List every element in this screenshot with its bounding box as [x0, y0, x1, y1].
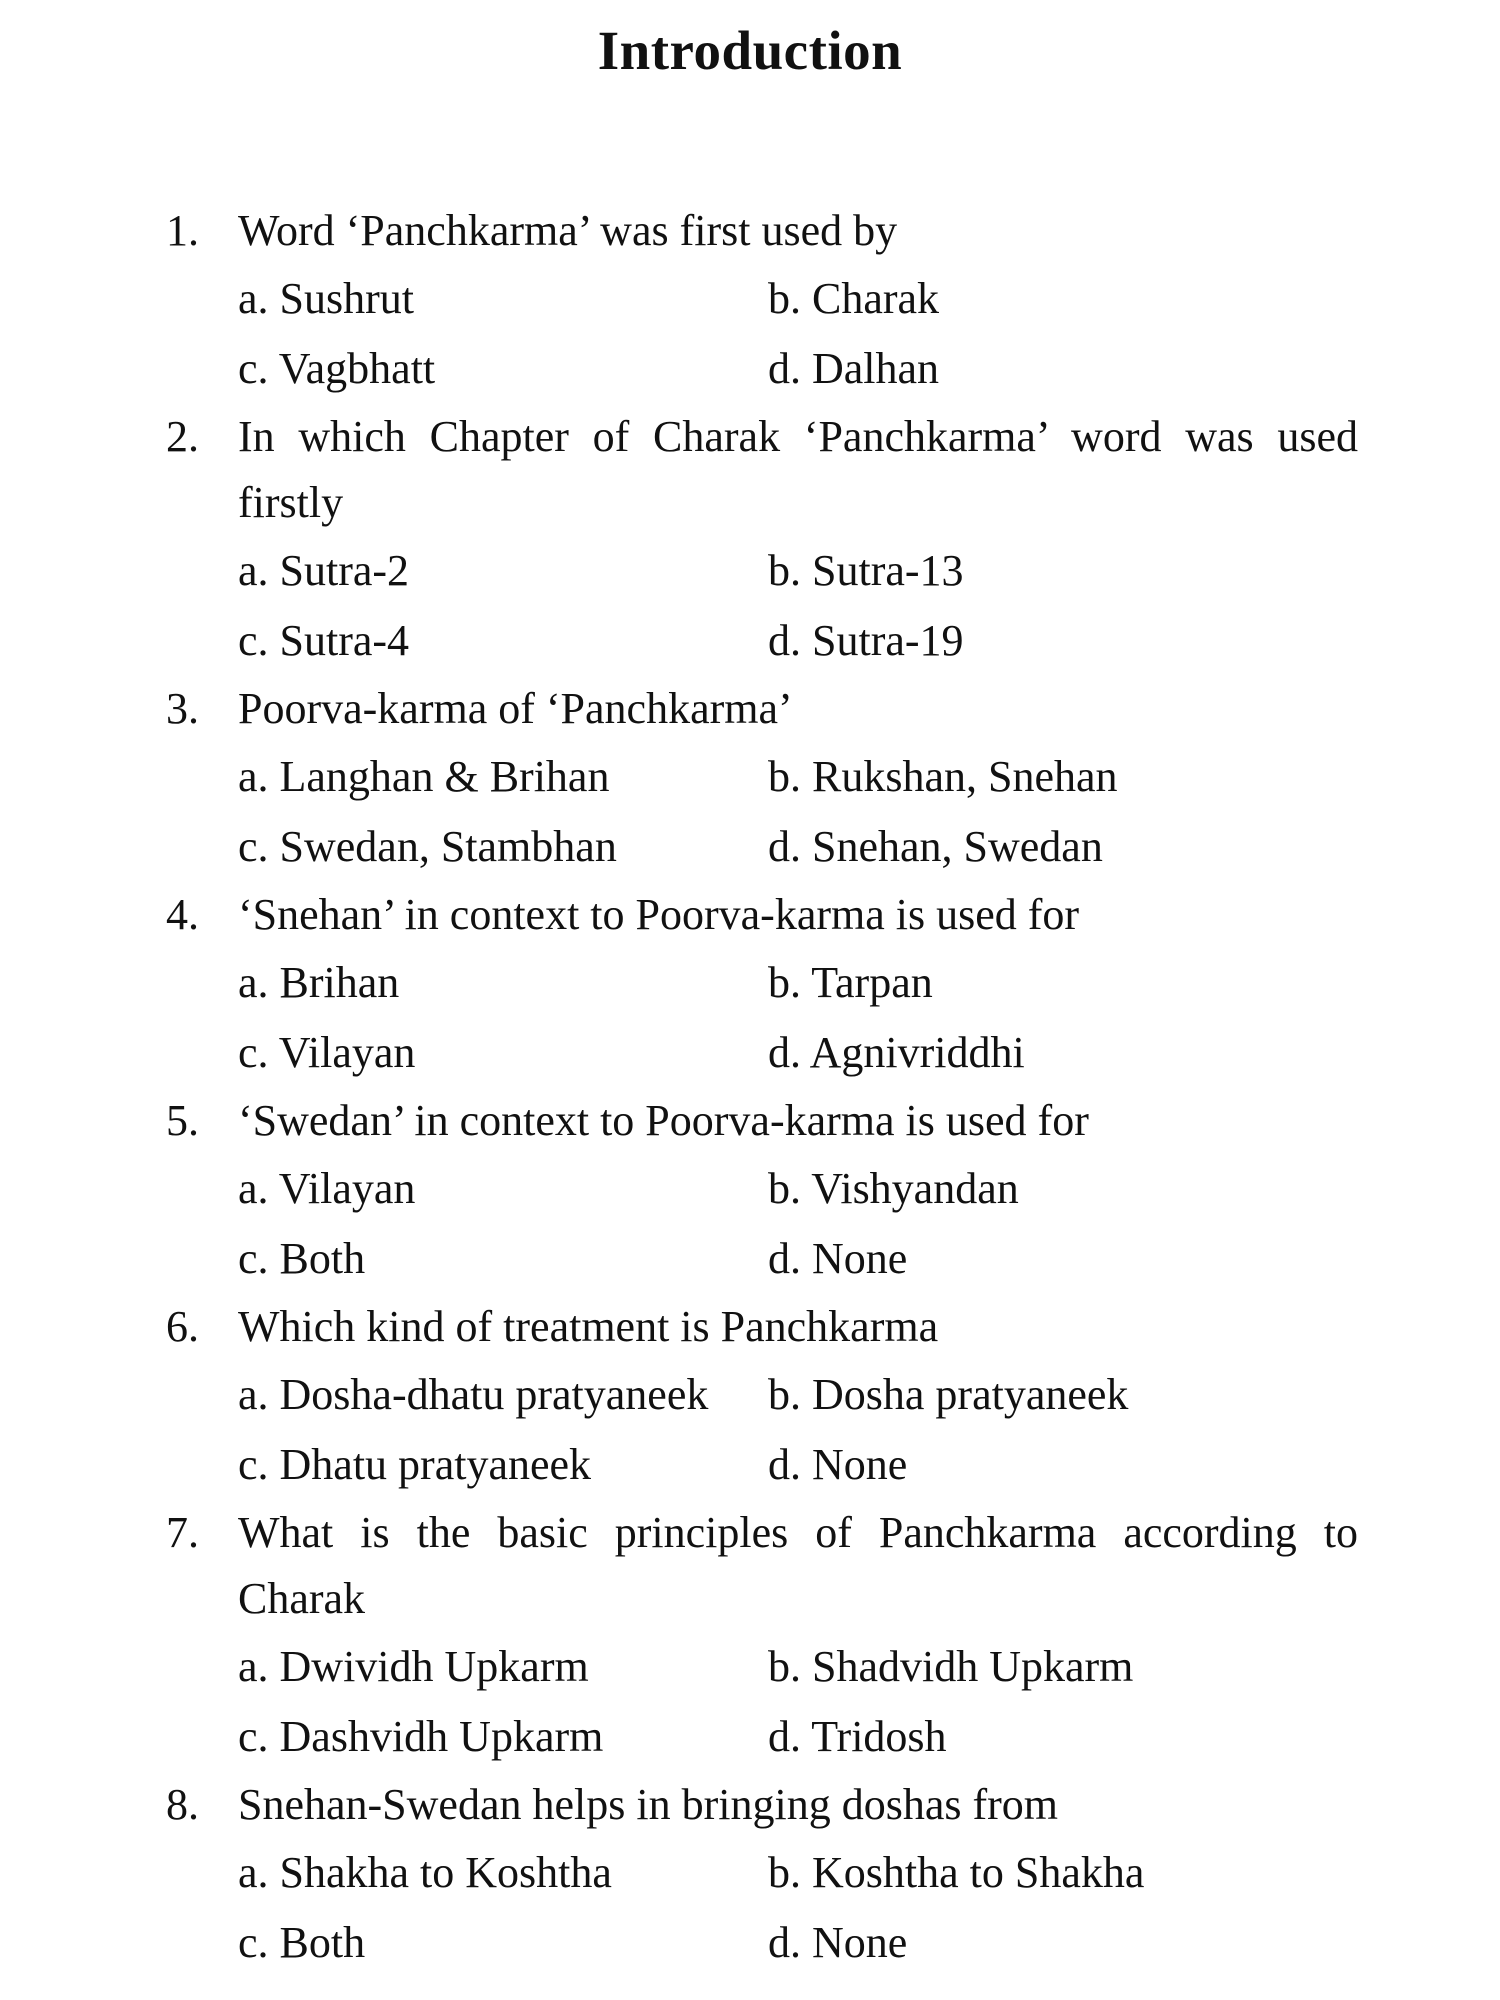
option-b: b. Vishyandan	[768, 1164, 1019, 1213]
option-d: d. Sutra-19	[768, 616, 964, 665]
option-d: d. Tridosh	[768, 1712, 947, 1761]
option-b: b. Dosha pratyaneek	[768, 1370, 1129, 1419]
option-a: a. Brihan	[238, 958, 400, 1007]
question-text: Which kind of treatment is Panchkarma	[238, 1302, 939, 1351]
option-a: a. Vilayan	[238, 1164, 416, 1213]
option-b: b. Shadvidh Upkarm	[768, 1642, 1134, 1691]
option-c: c. Swedan, Stambhan	[238, 822, 617, 871]
question-2	[0, 404, 1500, 676]
option-d: d. None	[768, 1234, 908, 1283]
option-c: c. Sutra-4	[238, 616, 410, 665]
option-c: c. Vilayan	[238, 1028, 416, 1077]
question-text: ‘Swedan’ in context to Poorva-karma is used for	[238, 1096, 1089, 1145]
question-number: 6.	[166, 1302, 199, 1351]
option-b: b. Koshtha to Shakha	[768, 1848, 1145, 1897]
question-number: 1.	[166, 206, 199, 255]
option-a: a. Sutra-2	[238, 546, 410, 595]
option-a: a. Langhan & Brihan	[238, 752, 610, 801]
question-7	[0, 1500, 1500, 1772]
option-d: d. Dalhan	[768, 344, 940, 393]
question-text: Poorva-karma of ‘Panchkarma’	[238, 684, 793, 733]
question-number: 8.	[166, 1780, 199, 1829]
option-a: a. Dwividh Upkarm	[238, 1642, 589, 1691]
option-c: c. Both	[238, 1234, 366, 1283]
option-d: d. Snehan, Swedan	[768, 822, 1103, 871]
question-text: What is the basic principles of Panchkarma according to Charak	[238, 1508, 1358, 1623]
question-number: 4.	[166, 890, 199, 939]
page-title: Introduction	[597, 20, 903, 81]
option-b: b. Tarpan	[768, 958, 933, 1007]
question-number: 7.	[166, 1508, 199, 1557]
question-text: Snehan-Swedan helps in bringing doshas from	[238, 1780, 1058, 1829]
question-text: Word ‘Panchkarma’ was first used by	[238, 206, 898, 255]
question-4	[0, 882, 1500, 1088]
question-list	[0, 198, 1500, 1978]
question-text: ‘Snehan’ in context to Poorva-karma is used for	[238, 890, 1080, 939]
option-c: c. Both	[238, 1918, 366, 1967]
option-b: b. Sutra-13	[768, 546, 964, 595]
question-1	[0, 198, 1500, 404]
option-b: b. Charak	[768, 274, 940, 323]
option-d: d. None	[768, 1918, 908, 1967]
option-a: a. Dosha-dhatu pratyaneek	[238, 1370, 709, 1419]
option-d: d. None	[768, 1440, 908, 1489]
question-8	[0, 1772, 1500, 1978]
option-a: a. Shakha to Koshtha	[238, 1848, 612, 1897]
question-number: 3.	[166, 684, 199, 733]
question-number: 5.	[166, 1096, 199, 1145]
option-d: d. Agnivriddhi	[768, 1028, 1025, 1077]
question-6	[0, 1294, 1500, 1500]
question-number: 2.	[166, 412, 199, 461]
option-b: b. Rukshan, Snehan	[768, 752, 1118, 801]
question-text: In which Chapter of Charak ‘Panchkarma’ word was used firstly	[238, 412, 1358, 527]
option-c: c. Vagbhatt	[238, 344, 436, 393]
question-5	[0, 1088, 1500, 1294]
option-c: c. Dashvidh Upkarm	[238, 1712, 604, 1761]
question-3	[0, 676, 1500, 882]
option-a: a. Sushrut	[238, 274, 414, 323]
option-c: c. Dhatu pratyaneek	[238, 1440, 592, 1489]
